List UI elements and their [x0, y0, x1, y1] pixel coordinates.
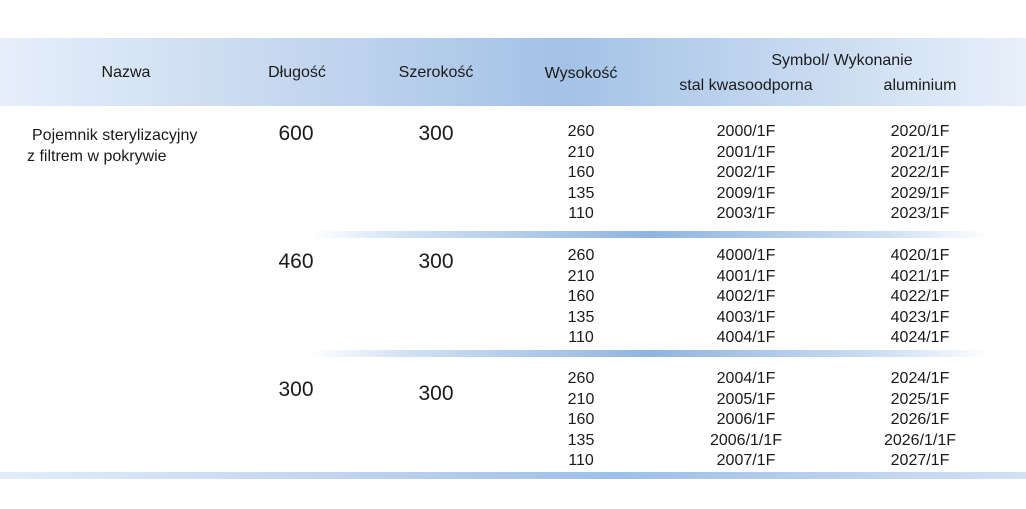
- aluminium-symbol: 4023/1F: [890, 308, 950, 326]
- table-header: [0, 38, 1026, 106]
- header-dlugosc: Długość: [268, 64, 326, 81]
- height-value: 160: [567, 288, 595, 305]
- steel-symbol: 2006/1/1F: [709, 431, 783, 449]
- steel-symbol: 2002/1F: [716, 164, 776, 181]
- header-aluminium: aluminium: [883, 77, 957, 94]
- steel-symbol: 2003/1F: [716, 205, 776, 222]
- steel-symbol: 2007/1F: [716, 452, 776, 469]
- length-value: 300: [278, 378, 314, 401]
- header-wysokosc: Wysokość: [544, 65, 618, 82]
- group-separator: [310, 231, 990, 238]
- height-value: 135: [567, 431, 595, 449]
- steel-symbol: 4001/1F: [716, 267, 776, 285]
- steel-symbol: 2000/1F: [716, 123, 776, 140]
- height-value: 260: [567, 123, 595, 140]
- width-value: 300: [418, 382, 454, 405]
- steel-symbol: 2005/1F: [716, 390, 776, 408]
- header-symbol: Symbol/ Wykonanie: [771, 52, 913, 69]
- height-value: 260: [567, 370, 595, 387]
- header-stal: stal kwasoodporna: [679, 77, 813, 94]
- header-szerokosc: Szerokość: [398, 64, 474, 81]
- aluminium-symbol: 2026/1/1F: [883, 431, 957, 449]
- aluminium-symbol: 2025/1F: [890, 390, 950, 408]
- height-value: 135: [567, 184, 595, 202]
- aluminium-symbol: 2027/1F: [890, 452, 950, 469]
- aluminium-symbol: 2020/1F: [890, 123, 950, 140]
- aluminium-symbol: 4020/1F: [890, 247, 950, 264]
- length-value: 460: [278, 250, 314, 273]
- height-value: 110: [568, 205, 594, 222]
- steel-symbol: 2001/1F: [716, 143, 776, 161]
- aluminium-symbol: 4024/1F: [890, 329, 950, 346]
- steel-symbol: 2004/1F: [716, 370, 776, 387]
- aluminium-symbol: 2023/1F: [890, 205, 950, 222]
- aluminium-symbol: 2029/1F: [890, 184, 950, 202]
- length-value: 600: [278, 122, 314, 145]
- steel-symbol: 2006/1F: [716, 411, 776, 428]
- aluminium-symbol: 2022/1F: [890, 164, 950, 181]
- aluminium-symbol: 2024/1F: [890, 370, 950, 387]
- height-value: 110: [568, 329, 594, 346]
- height-value: 210: [567, 267, 595, 285]
- group-separator: [310, 350, 990, 357]
- height-value: 160: [567, 411, 595, 428]
- height-value: 260: [567, 247, 595, 264]
- steel-symbol: 4002/1F: [716, 288, 776, 305]
- steel-symbol: 4004/1F: [716, 329, 776, 346]
- steel-symbol: 2009/1F: [716, 184, 776, 202]
- steel-symbol: 4003/1F: [716, 308, 776, 326]
- header-nazwa: Nazwa: [101, 64, 151, 81]
- aluminium-symbol: 4022/1F: [890, 288, 950, 305]
- height-value: 110: [568, 452, 594, 469]
- width-value: 300: [418, 250, 454, 273]
- height-value: 135: [567, 308, 595, 326]
- table-bottom-border: [0, 472, 1026, 479]
- height-value: 160: [567, 164, 595, 181]
- height-value: 210: [567, 390, 595, 408]
- aluminium-symbol: 2021/1F: [890, 143, 950, 161]
- height-value: 210: [567, 143, 595, 161]
- product-name-line-2: z filtrem w pokrywie: [27, 148, 167, 165]
- aluminium-symbol: 4021/1F: [890, 267, 950, 285]
- steel-symbol: 4000/1F: [716, 247, 776, 264]
- product-name-line-1: Pojemnik sterylizacyjny: [32, 127, 198, 144]
- aluminium-symbol: 2026/1F: [890, 411, 950, 428]
- width-value: 300: [418, 122, 454, 145]
